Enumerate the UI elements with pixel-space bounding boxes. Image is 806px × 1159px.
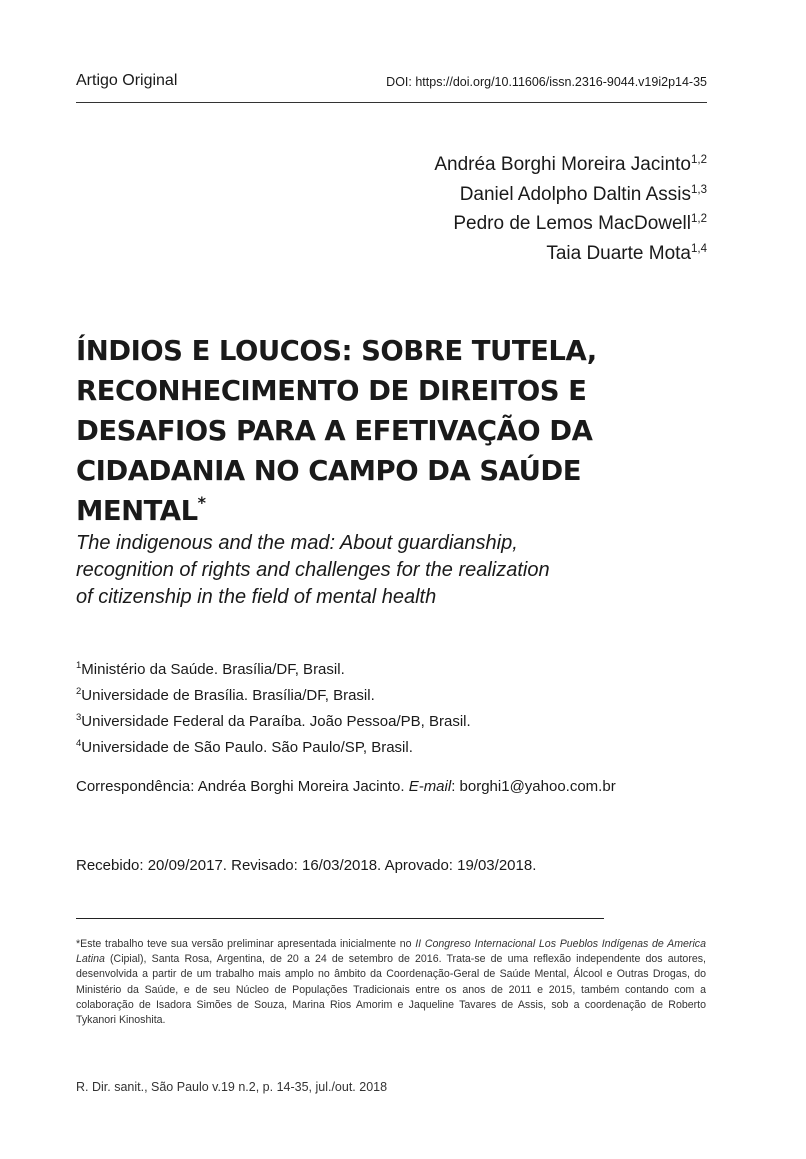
author-affiliation-mark: 1,3 (691, 183, 707, 196)
correspondence (76, 778, 616, 795)
author-affiliation-mark: 1,2 (691, 213, 707, 225)
header-divider (76, 102, 707, 103)
english-title (76, 530, 696, 611)
affiliation-item (76, 657, 471, 683)
affiliation-item (76, 735, 471, 761)
affiliation-number: 1 (76, 660, 82, 671)
title-line: CIDADANIA NO CAMPO DA SAÚDE MENTAL (76, 455, 582, 527)
footnote-event-name: II Congreso Internacional Los Pueblos Indígenas de America Latina (76, 938, 706, 966)
doi-link[interactable]: DOI: https://doi.org/10.11606/issn.2316-9044.v19i2p14-35 (386, 75, 707, 89)
submission-dates: Recebido: 20/09/2017. Revisado: 16/03/2018. Aprovado: 19/03/2018. (76, 857, 537, 874)
affiliation-list (76, 657, 471, 761)
author-affiliation-mark: 1,4 (691, 242, 707, 255)
affiliation-number: 4 (76, 738, 82, 749)
affiliation-number: 3 (76, 712, 82, 723)
author-name: Pedro de Lemos MacDowell (453, 213, 691, 234)
section-label: Artigo Original (76, 72, 178, 89)
author-item (434, 180, 707, 210)
title-line: ÍNDIOS E LOUCOS: SOBRE TUTELA, (76, 335, 597, 367)
affiliation-text: Universidade de Brasília. Brasília/DF, Brasil. (81, 687, 375, 704)
correspondence-author: Correspondência: Andréa Borghi Moreira Jacinto. (76, 778, 409, 795)
affiliation-item (76, 709, 471, 735)
author-item (434, 209, 707, 239)
author-name: Andréa Borghi Moreira Jacinto (434, 154, 691, 175)
affiliation-text: Ministério da Saúde. Brasília/DF, Brasil. (81, 661, 345, 678)
subtitle-line: The indigenous and the mad: About guardianship, (76, 532, 518, 554)
author-name: Daniel Adolpho Daltin Assis (459, 183, 691, 205)
author-name: Taia Duarte Mota (546, 242, 691, 264)
author-item (434, 239, 707, 269)
journal-citation: R. Dir. sanit., São Paulo v.19 n.2, p. 14-35, jul./out. 2018 (76, 1080, 388, 1094)
author-list (434, 150, 707, 268)
article-title (76, 331, 716, 531)
email-address[interactable]: : borghi1@yahoo.com.br (451, 778, 616, 795)
affiliation-number: 2 (76, 686, 82, 697)
affiliation-item (76, 683, 471, 709)
footnote-divider (76, 918, 604, 919)
author-affiliation-mark: 1,2 (691, 154, 707, 166)
affiliation-text: Universidade Federal da Paraíba. João Pessoa/PB, Brasil. (81, 713, 471, 730)
title-line-last (76, 451, 716, 531)
affiliation-text: Universidade de São Paulo. São Paulo/SP, Brasil. (81, 739, 413, 756)
title-footnote-mark: * (197, 493, 206, 512)
subtitle-line: recognition of rights and challenges for the realization (76, 559, 550, 581)
subtitle-line: of citizenship in the field of mental health (76, 586, 437, 608)
author-item (434, 150, 707, 180)
title-line: DESAFIOS PARA A EFETIVAÇÃO DA (76, 415, 593, 447)
title-line: RECONHECIMENTO DE DIREITOS E (76, 375, 587, 407)
footnote (76, 937, 706, 1028)
footnote-text: *Este trabalho teve sua versão preliminar apresentada inicialmente no (76, 938, 416, 950)
footnote-text-cont: (Cipial), Santa Rosa, Argentina, de 20 a 24 de setembro de 2016. Trata-se de uma reflexão independente dos autores, desenvolvida a partir de um trabalho mais amplo no âmbito da Coordenação-Geral de Saúde Mental, Álcool e Outras Drogas, do Ministério da Saúde, e de seu Núcleo de Populações Tradicionais entre os anos de 2011 e 2015, também contando com a colaboração de Isadora Simões de Souza, Marina Rios Amorim e Jaqueline Tavares de Assis, sob a coordenação de Roberto Tykanori Kinoshita. (76, 953, 706, 1027)
email-label: E-mail (408, 778, 452, 795)
